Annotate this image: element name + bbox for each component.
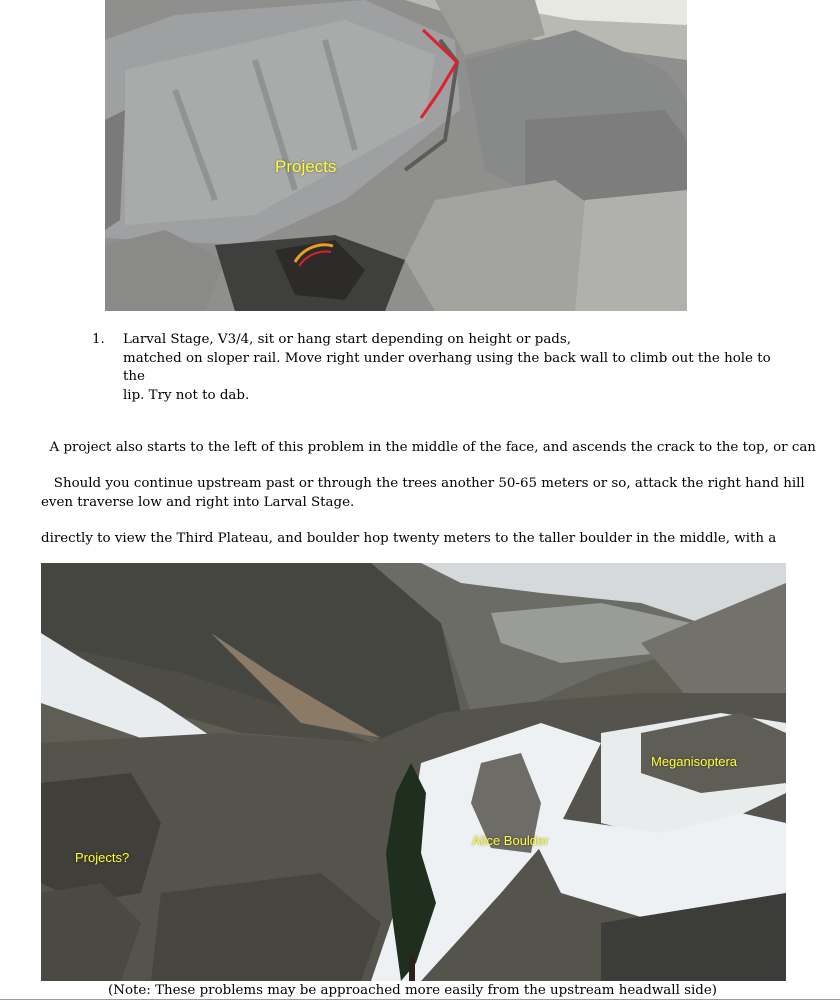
alice-boulder-label: Alice Boulder — [472, 833, 549, 848]
plateau-photo — [41, 563, 786, 981]
plateau-photo-graphic — [41, 563, 786, 981]
list-line: Larval Stage, V3/4, sit or hang start depending on height or pads, — [123, 332, 571, 347]
paragraph-line: A project also starts to the left of this problem in the middle of the face, and ascends the crack to the top, or can — [41, 440, 816, 456]
paragraph-line: even traverse low and right into Larval Stage. — [41, 495, 355, 511]
list-line: matched on sloper rail. Move right under overhang using the back wall to climb out the hole to the — [123, 350, 771, 384]
projects-label: Projects — [275, 157, 337, 176]
paragraph-line: directly to view the Third Plateau, and boulder hop twenty meters to the taller boulder in the middle, with a — [41, 531, 777, 547]
meganisoptera-label: Meganisoptera — [651, 754, 737, 769]
projects-question-label: Projects? — [75, 850, 130, 865]
boulder-photo-graphic — [105, 0, 687, 311]
boulder-photo — [105, 0, 687, 311]
page-divider — [0, 999, 840, 1000]
approach-note: (Note: These problems may be approached more easily from the upstream headwall side) — [108, 983, 717, 998]
list-line: lip. Try not to dab. — [123, 387, 250, 403]
paragraph-line: Should you continue upstream past or through the trees another 50-65 meters or so, attack the right hand hill — [41, 476, 805, 492]
list-item — [123, 331, 773, 405]
list-number: 1. — [92, 332, 105, 347]
